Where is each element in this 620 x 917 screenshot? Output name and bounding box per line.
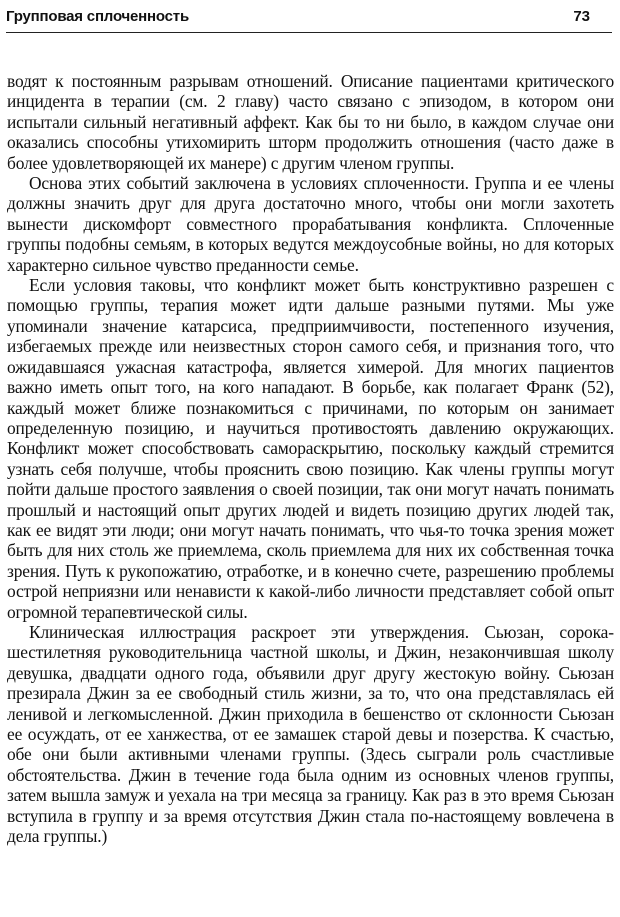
running-title: Групповая сплоченность xyxy=(6,8,189,25)
paragraph-2: Основа этих событий заключена в условиях сплоченности. Группа и ее члены должны значить друг для друга достаточно много, чтобы они могли захотеть вынести дискомфорт совместного прорабатывания конфликта. Сплоченные группы подобны семьям, в которых ведутся междоусобные войны, но для которых характерно сильное чувство преданности семье. xyxy=(7,173,614,275)
page-number: 73 xyxy=(573,8,590,25)
running-head xyxy=(6,6,612,33)
paragraph-3: Если условия таковы, что конфликт может быть конструктивно разрешен с помощью группы, терапия может идти дальше разными путями. Мы уже упоминали значение катарсиса, предприимчивости, постепенного изучения, избегаемых прежде или неизвестных сторон самого себя, и признания того, что ожидавшаяся ужасная катастрофа, является химерой. Для многих пациентов важно иметь опыт того, на кого нападают. В борьбе, как полагает Франк (52), каждый может ближе познакомиться с причинами, по которым он занимает определенную позицию, и научиться противостоять давлению окружающих. Конфликт может способствовать самораскрытию, поскольку каждый стремится узнать себя получше, чтобы прояснить свою позицию. Как члены группы могут пойти дальше простого заявления о своей позиции, так они могут начать понимать прошлый и настоящий опыт других людей и видеть позицию других людей так, как ее видят эти люди; они могут начать понимать, что чья-то точка зрения может быть для них столь же приемлема, сколь приемлема для них их собственная точка зрения. Путь к рукопожатию, отработке, и в конечно счете, разрешению проблемы острой неприязни или ненависти к какой-либо личности представляет собой опыт огромной терапевтической силы. xyxy=(7,275,614,622)
paragraph-4: Клиническая иллюстрация раскроет эти утверждения. Сьюзан, сорокашестилетняя руководительница частной школы, и Джин, незакончившая школу девушка, двадцати одного года, объявили друг другу жестокую войну. Сьюзан презирала Джин за ее свободный стиль жизни, за то, что она представлялась ей ленивой и легкомысленной. Джин приходила в бешенство от склонности Сьюзан ее осуждать, от ее ханжества, от ее замашек старой девы и позерства. К счастью, обе они были активными членами группы. (Здесь сыграли роль счастливые обстоятельства. Джин в течение года была одним из основных членов группы, затем вышла замуж и уехала на три месяца за границу. Как раз в это время Сьюзан вступила в группу и за время отсутствия Джин стала по-настоящему вовлечена в дела группы.) xyxy=(7,621,614,847)
paragraph-1: водят к постоянным разрывам отношений. Описание пациентами критического инцидента в терапии (см. 2 главу) часто связано с эпизодом, в котором они испытали сильный негативный аффект. Как бы то ни было, в каждом случае они оказались способны утихомирить шторм продолжить отношения (часто даже в более удовлетворяющей их манере) с другим членом группы. xyxy=(7,71,614,173)
body-text xyxy=(7,71,614,846)
